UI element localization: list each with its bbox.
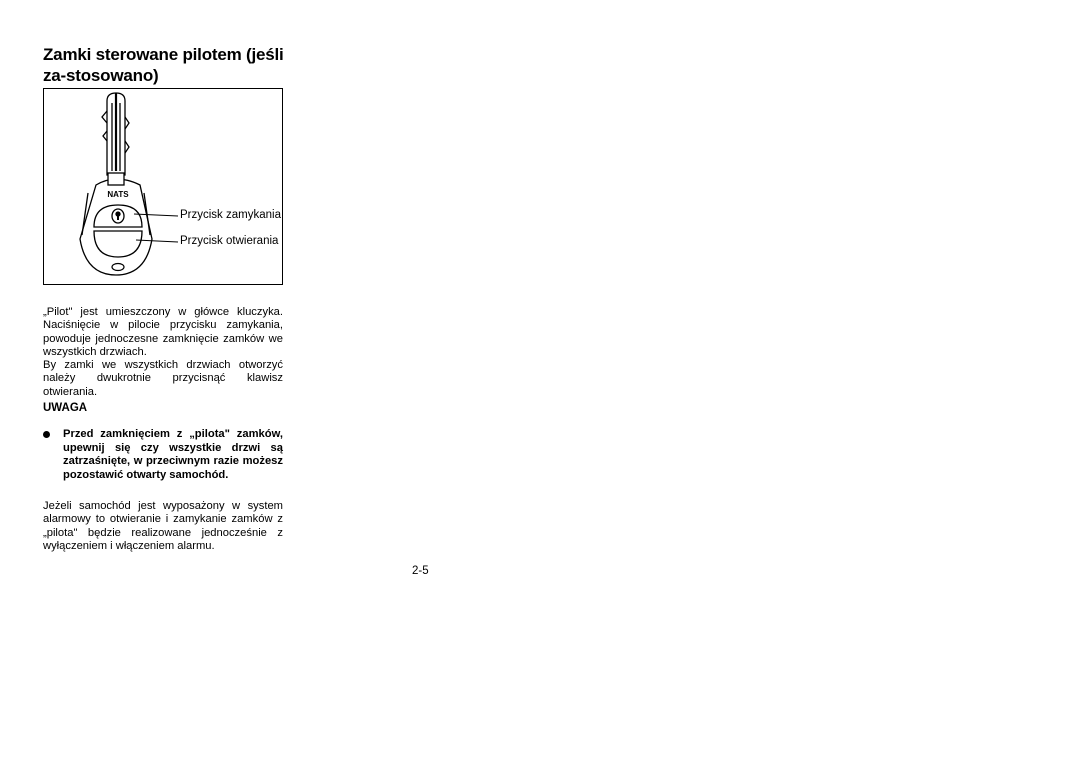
section-title: Zamki sterowane pilotem (jeśli za-stosowano) bbox=[43, 45, 284, 85]
paragraph-remote-location: „Pilot" jest umieszczony w główce kluczyka. Naciśnięcie w pilocie przycisku zamykania, powoduje jednoczesne zamknięcie zamków we wszystkich drzwiach. bbox=[43, 306, 283, 359]
key-blade bbox=[102, 93, 129, 175]
lock-button-label: Przycisk zamykania bbox=[180, 209, 281, 221]
paragraph-alarm: Jeżeli samochód jest wyposażony w system alarmowy to otwieranie i zamykanie zamków z „pilota" będzie realizowane jednocześnie z wyłączeniem i włączeniem alarmu. bbox=[43, 500, 283, 553]
note-heading: UWAGA bbox=[43, 402, 88, 414]
bullet-dot-icon bbox=[43, 431, 50, 438]
fob-logo: NATS bbox=[107, 190, 129, 199]
unlock-button-label: Przycisk otwierania bbox=[180, 235, 279, 247]
key-fob-figure bbox=[43, 88, 283, 285]
note-bullet-text: Przed zamknięciem z „pilota" zamków, upewnij się czy wszystkie drzwi są zatrzaśnięte, w przeciwnym razie możesz pozostawić otwarty samochód. bbox=[63, 428, 283, 481]
paragraph-unlock-instruction: By zamki we wszystkich drzwiach otworzyć należy dwukrotnie przycisnąć klawisz otwierania. bbox=[43, 359, 283, 398]
key-fob-illustration bbox=[44, 89, 284, 286]
page-number: 2-5 bbox=[412, 565, 429, 577]
